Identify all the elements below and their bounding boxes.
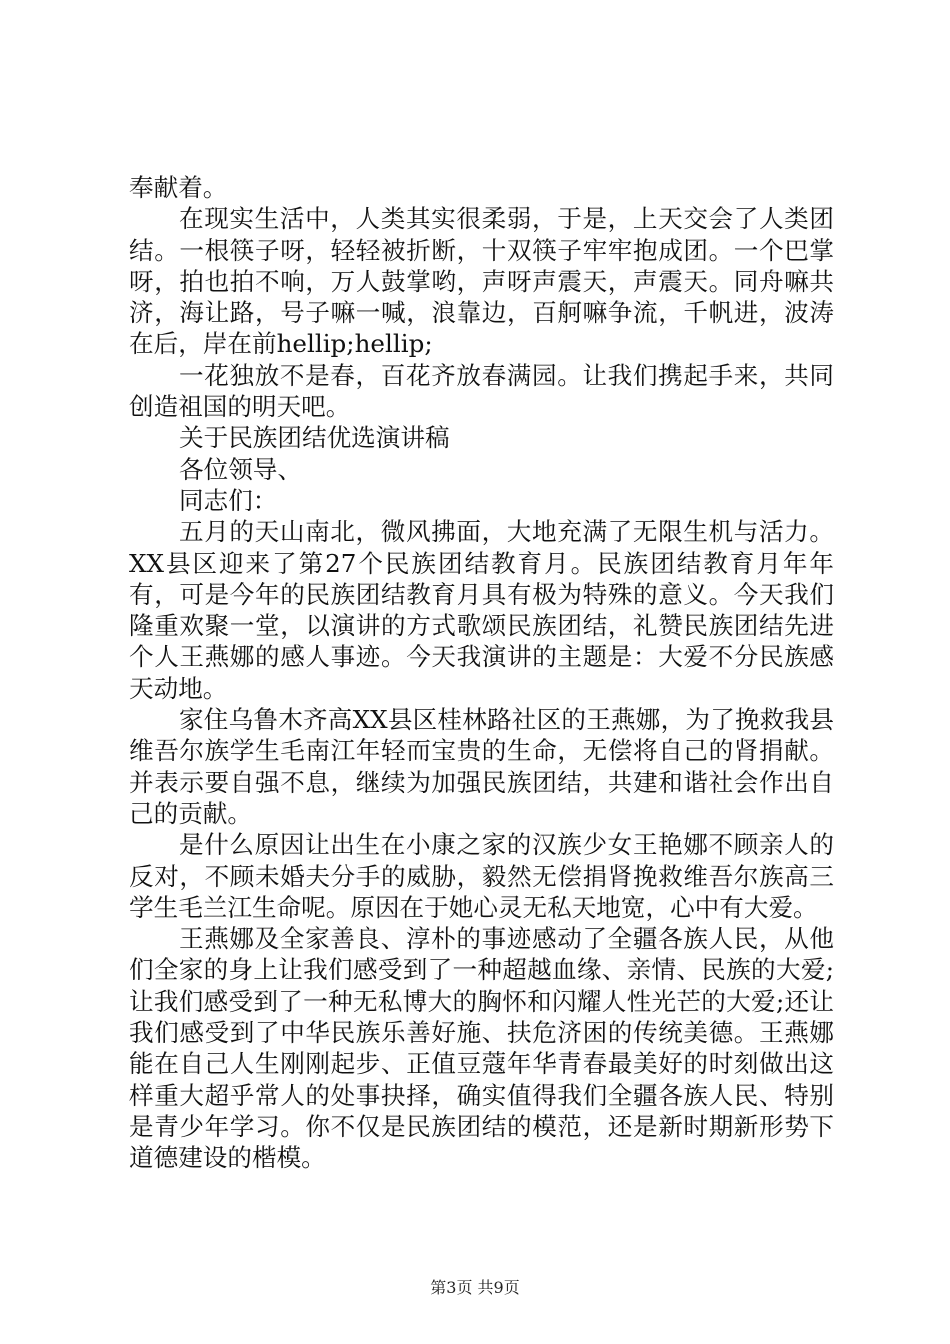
salutation: 各位领导、 xyxy=(179,454,302,484)
section-heading: 关于民族团结优选演讲稿 xyxy=(179,423,450,453)
salutation: 同志们： xyxy=(179,485,278,515)
paragraph: 是什么原因让出生在小康之家的汉族少女王艳娜不顾亲人的反对，不顾未婚夫分手的威胁，毅然无偿捐肾挽救维吾尔族高三学生毛兰江生命呢。原因在于她心灵无私天地宽，心中有大爱。 xyxy=(129,830,834,922)
page-number-footer: 第3页 共9页 xyxy=(430,1278,520,1297)
paragraph: 奉献着。 xyxy=(129,173,228,202)
paragraph: 在现实生活中，人类其实很柔弱，于是，上天交会了人类团结。一根筷子呀，轻轻被折断，十双筷子牢牢抱成团。一个巴掌呀，拍也拍不响，万人鼓掌哟，声呀声震天，声震天。同舟嘛共济，海让路，号子嘛一喊，浪靠边，百舸嘛争流，千帆进，波涛在后，岸在前hellip;hellip; xyxy=(129,204,834,359)
paragraph: 家住乌鲁木齐高XX县区桂林路社区的王燕娜，为了挽救我县维吾尔族学生毛南江年轻而宝贵的生命，无偿将自己的肾捐献。并表示要自强不息，继续为加强民族团结，共建和谐社会作出自己的贡献。 xyxy=(129,705,834,828)
paragraph: 一花独放不是春，百花齐放春满园。让我们携起手来，共同创造祖国的明天吧。 xyxy=(129,360,834,422)
document-body xyxy=(129,172,834,1174)
paragraph: 王燕娜及全家善良、淳朴的事迹感动了全疆各族人民，从他们全家的身上让我们感受到了一种超越血缘、亲情、民族的大爱;让我们感受到了一种无私博大的胸怀和闪耀人性光芒的大爱;还让我们感受到了中华民族乐善好施、扶危济困的传统美德。王燕娜能在自己人生刚刚起步、正值豆蔻年华青春最美好的时刻做出这样重大超乎常人的处事抉择，确实值得我们全疆各族人民、特别是青少年学习。你不仅是民族团结的模范，还是新时期新形势下道德建设的楷模。 xyxy=(129,924,834,1173)
paragraph: 五月的天山南北，微风拂面，大地充满了无限生机与活力。XX县区迎来了第27个民族团结教育月。民族团结教育月年年有，可是今年的民族团结教育月具有极为特殊的意义。今天我们隆重欢聚一堂，以演讲的方式歌颂民族团结，礼赞民族团结先进个人王燕娜的感人事迹。今天我演讲的主题是：大爱不分民族感天动地。 xyxy=(129,517,834,703)
